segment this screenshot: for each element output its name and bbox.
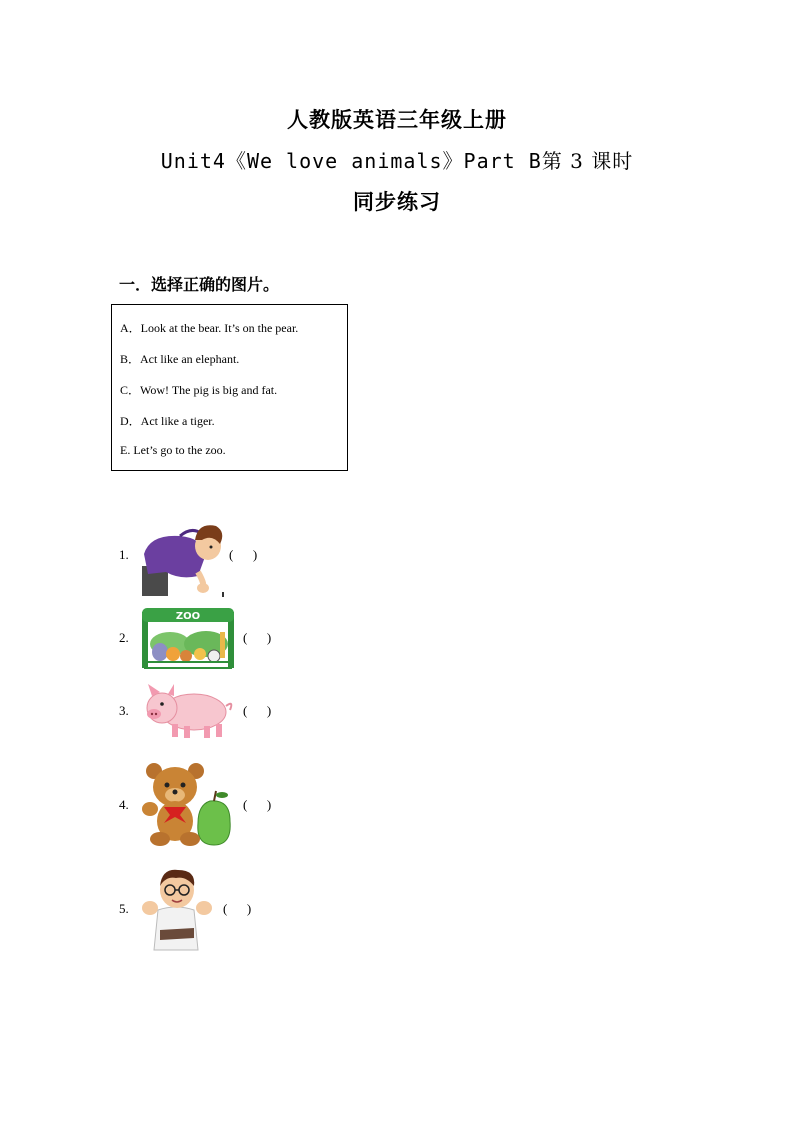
answer-blank[interactable]: ( ) — [229, 547, 258, 562]
answer-blank[interactable]: ( ) — [223, 901, 252, 916]
answer-blank[interactable]: ( ) — [243, 703, 272, 718]
pig-icon — [140, 682, 234, 740]
title-line-3: 同步练习 — [353, 189, 441, 214]
title-unit: Unit4《We love animals》Part B — [160, 149, 542, 173]
option-e: E. Let’s go to the zoo. — [120, 443, 226, 457]
zoo-sign-text: ZOO — [175, 611, 201, 622]
option-c: C．Wow! The pig is big and fat. — [120, 383, 278, 397]
title-line-2 — [0, 145, 794, 174]
zoo-gate-icon — [140, 604, 236, 670]
section-heading: 一．选择正确的图片。 — [119, 275, 280, 294]
option-b: B．Act like an elephant. — [120, 352, 240, 366]
question-number: 4. — [119, 797, 129, 812]
title-lesson: 第 3 课时 — [541, 149, 634, 173]
question-number: 1. — [119, 547, 129, 562]
question-number: 3. — [119, 703, 129, 718]
answer-blank[interactable]: ( ) — [243, 797, 272, 812]
boy-bending-icon — [140, 514, 226, 598]
option-d: D．Act like a tiger. — [120, 414, 215, 428]
answer-blank[interactable]: ( ) — [243, 630, 272, 645]
title-line-1: 人教版英语三年级上册 — [287, 107, 507, 132]
question-number: 2. — [119, 630, 129, 645]
boy-with-glasses-icon — [140, 866, 212, 952]
question-number: 5. — [119, 901, 129, 916]
options-box — [111, 304, 348, 471]
option-a: A．Look at the bear. It’s on the pear. — [120, 321, 299, 335]
teddy-bear-pear-icon — [140, 763, 236, 847]
